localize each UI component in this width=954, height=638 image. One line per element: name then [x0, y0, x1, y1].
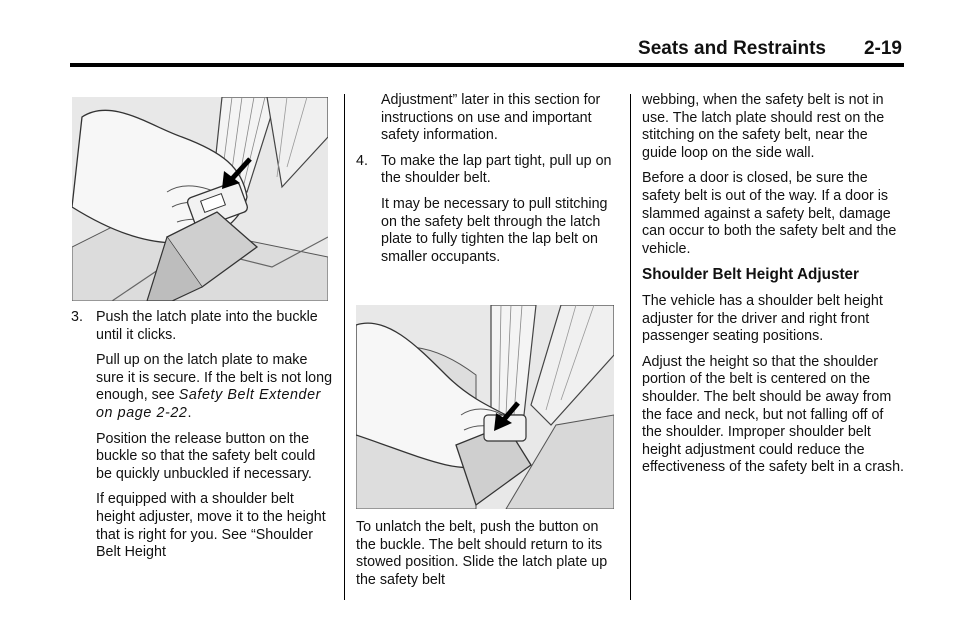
- header-rule: [70, 63, 904, 67]
- column-right: [642, 92, 906, 485]
- release-button-paragraph: Position the release button on the buckle so that the safety belt could be quickly unbuckled if necessary.: [96, 430, 316, 482]
- step-3: [71, 309, 333, 344]
- step-4-number: 4.: [356, 152, 368, 169]
- lap-belt-tighten-illustration: [356, 305, 614, 509]
- door-warning-paragraph: Before a door is closed, be sure the safety belt is out of the way. If a door is slammed against a safety belt, damage can occur to both the safety belt and the vehicle.: [642, 170, 897, 257]
- adjustment-continuation-paragraph: Adjustment” later in this section for instructions on use and important safety information.: [381, 92, 601, 144]
- section-title: Seats and Restraints: [638, 38, 826, 59]
- column-divider-right: [630, 94, 631, 600]
- step-4-text: To make the lap part tight, pull up on the shoulder belt.: [381, 152, 612, 187]
- step-4: [356, 153, 618, 188]
- latch-plate-insert-drawing: [72, 97, 328, 301]
- column-middle-top: [356, 92, 618, 274]
- shoulder-belt-adjuster-heading: Shoulder Belt Height Adjuster: [642, 266, 860, 284]
- adjuster-description-paragraph: The vehicle has a shoulder belt height adjuster for the driver and right front passenger seating positions.: [642, 292, 883, 345]
- column-divider-left: [344, 94, 345, 600]
- adjuster-reference-paragraph: If equipped with a shoulder belt height adjuster, move it to the height that is right for you. See “Shoulder Belt Height: [96, 491, 326, 561]
- latch-check-paragraph: [71, 352, 333, 422]
- page-number: 2-19: [863, 38, 902, 59]
- adjust-height-paragraph: Adjust the height so that the shoulder portion of the belt is centered on the shoulder. The belt should be away from the face and neck, but not falling off of the shoulder. Improper shoulder belt height adjustment could reduce the effectiveness of the safety belt in a crash.: [642, 353, 904, 476]
- latch-check-end: .: [187, 404, 192, 421]
- column-left: [71, 309, 333, 570]
- webbing-continuation-paragraph: webbing, when the safety belt is not in use. The latch plate should rest on the stitching on the safety belt, near the guide loop on the side wall.: [642, 92, 885, 161]
- safety-belt-extender-link[interactable]: Safety Belt Extender on page 2-22: [96, 387, 322, 421]
- latch-plate-insert-illustration: [72, 97, 328, 301]
- latch-check-text: Pull up on the latch plate to make sure it is secure. If the belt is not long enough, see: [96, 352, 333, 404]
- stitching-paragraph: It may be necessary to pull stitching on the safety belt through the latch plate to fully tighten the lap belt on smaller occupants.: [381, 195, 608, 265]
- step-3-text: Push the latch plate into the buckle until it clicks.: [96, 309, 318, 343]
- unlatch-paragraph: To unlatch the belt, push the button on the buckle. The belt should return to its stowed position. Slide the latch plate up the safety belt: [356, 519, 608, 588]
- step-3-number: 3.: [71, 309, 83, 325]
- lap-belt-tighten-drawing: [356, 305, 614, 509]
- column-middle-bottom: [356, 519, 618, 597]
